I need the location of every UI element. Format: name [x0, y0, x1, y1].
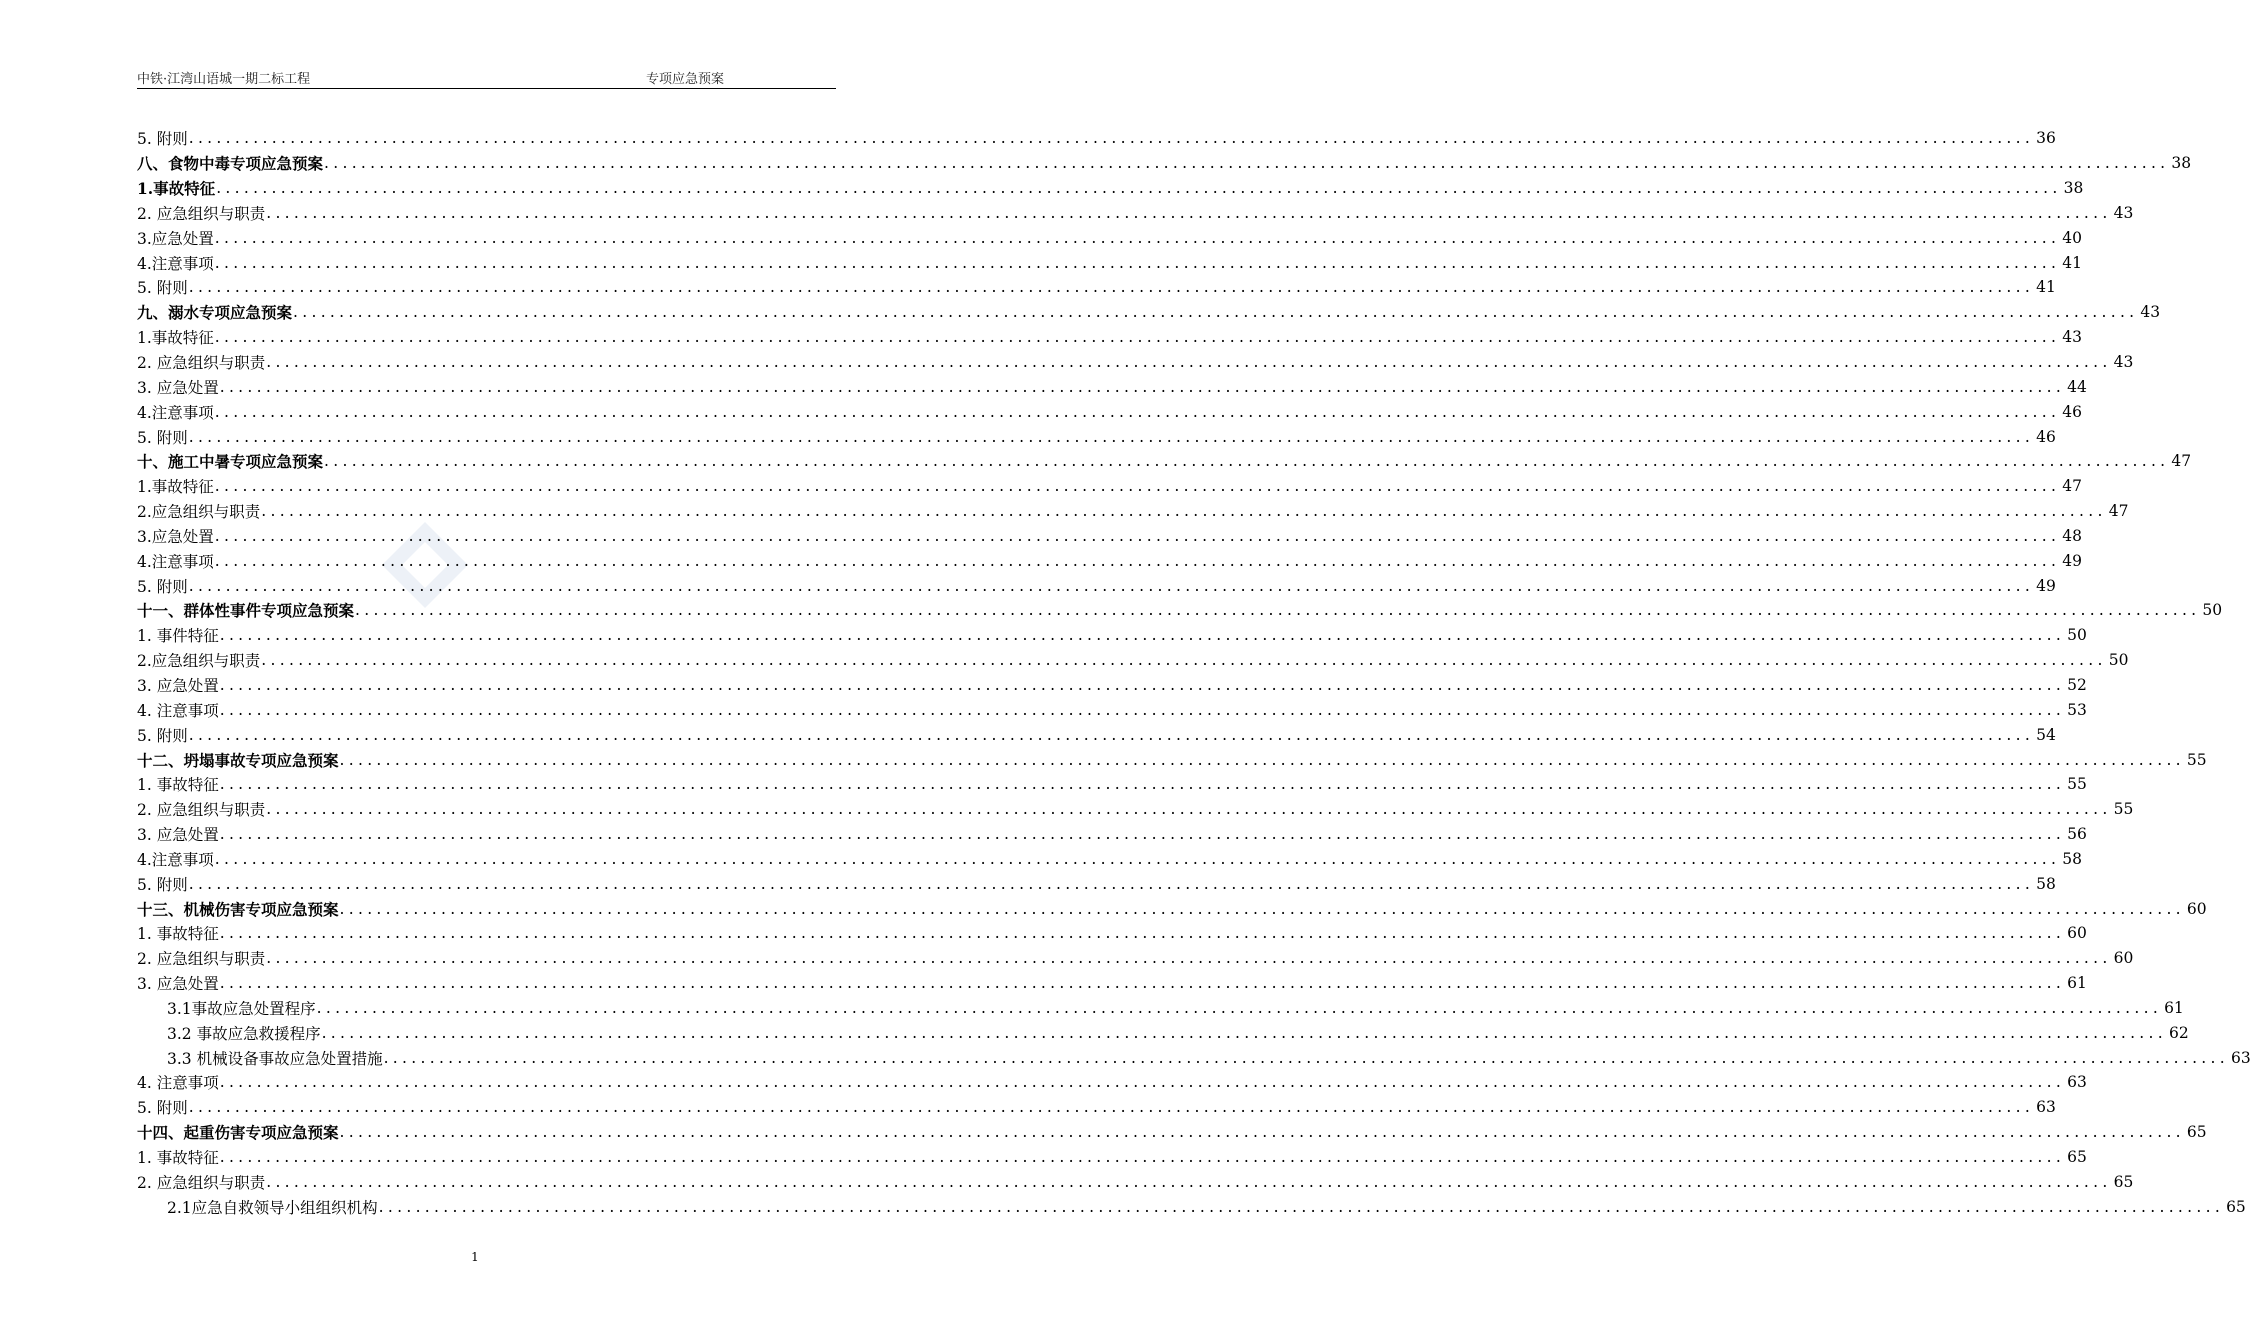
toc-entry-title: 3.3 机械设备事故应急处置措施 [167, 1049, 383, 1068]
toc-dot-leader: ........................................................................................................................................................................................................ [214, 526, 2061, 545]
toc-entry-page: 38 [2171, 154, 2192, 173]
toc-entry[interactable] [137, 573, 2056, 598]
toc-entry-page: 52 [2067, 675, 2087, 694]
toc-entry-title: 3.应急处置 [137, 527, 214, 546]
toc-dot-leader: ........................................................................................................................................................................................................ [188, 427, 2035, 446]
toc-entry-title: 十三、机械伤害专项应急预案 [137, 899, 339, 919]
toc-entry[interactable] [137, 946, 2134, 971]
toc-dot-leader: ........................................................................................................................................................................................................ [214, 477, 2061, 496]
toc-dot-leader: ........................................................................................................................................................................................................ [188, 725, 2035, 744]
toc-dot-leader: ........................................................................................................................................................................................................ [321, 1023, 2167, 1042]
toc-entry-title: 九、溺水专项应急预案 [137, 303, 293, 323]
toc-entry[interactable] [137, 126, 2056, 151]
toc-entry-title: 十四、起重伤害专项应急预案 [137, 1123, 339, 1143]
toc-entry-page: 40 [2062, 228, 2082, 247]
page-header [137, 64, 836, 89]
toc-entry[interactable] [137, 846, 2082, 871]
toc-entry-page: 58 [2062, 849, 2082, 868]
toc-dot-leader: ........................................................................................................................................................................................................ [219, 825, 2066, 844]
toc-entry-title: 3. 应急处置 [137, 676, 219, 695]
toc-entry[interactable] [137, 822, 2087, 847]
toc-entry[interactable] [137, 300, 2161, 325]
toc-entry-page: 55 [2113, 800, 2134, 819]
toc-entry[interactable] [137, 1194, 2246, 1219]
toc-dot-leader: ........................................................................................................................................................................................................ [266, 353, 2112, 372]
toc-entry-page: 55 [2186, 750, 2207, 769]
toc-entry[interactable] [137, 896, 2207, 921]
toc-entry-page: 36 [2036, 129, 2056, 148]
toc-entry[interactable] [137, 648, 2129, 673]
toc-dot-leader: ........................................................................................................................................................................................................ [219, 700, 2066, 719]
toc-entry-page: 63 [2036, 1098, 2056, 1117]
toc-entry[interactable] [137, 201, 2134, 226]
toc-entry-page: 60 [2067, 924, 2087, 943]
toc-entry-page: 50 [2202, 601, 2223, 620]
toc-entry-title: 3. 应急处置 [137, 975, 219, 994]
toc-dot-leader: ........................................................................................................................................................................................................ [188, 129, 2035, 148]
toc-entry-page: 46 [2062, 402, 2082, 421]
toc-entry[interactable] [137, 1169, 2134, 1194]
toc-dot-leader: ........................................................................................................................................................................................................ [261, 502, 2107, 521]
toc-entry-title: 2.应急组织与职责 [137, 652, 261, 671]
toc-entry[interactable] [137, 1020, 2189, 1045]
toc-entry-title: 3. 应急处置 [137, 826, 219, 845]
toc-entry-title: 5. 附则 [137, 130, 188, 149]
toc-dot-leader: ........................................................................................................................................................................................................ [293, 303, 2139, 322]
toc-entry-title: 十一、群体性事件专项应急预案 [137, 601, 355, 621]
toc-entry[interactable] [137, 548, 2082, 573]
toc-entry[interactable] [137, 1095, 2056, 1120]
toc-entry-page: 43 [2140, 303, 2161, 322]
toc-dot-leader: ........................................................................................................................................................................................................ [355, 601, 2201, 620]
toc-entry-title: 2.1应急自救领导小组组织机构 [167, 1198, 378, 1217]
toc-entry-page: 43 [2113, 353, 2134, 372]
toc-entry-page: 53 [2067, 700, 2087, 719]
toc-entry-page: 65 [2226, 1197, 2246, 1216]
toc-dot-leader: ........................................................................................................................................................................................................ [378, 1197, 2225, 1216]
toc-entry-page: 46 [2036, 427, 2056, 446]
toc-entry[interactable] [137, 499, 2129, 524]
toc-entry-title: 2.应急组织与职责 [137, 503, 261, 522]
toc-dot-leader: ........................................................................................................................................................................................................ [266, 949, 2112, 968]
table-of-contents [137, 126, 2251, 1219]
toc-dot-leader: ........................................................................................................................................................................................................ [324, 452, 2170, 471]
toc-entry-page: 41 [2036, 278, 2056, 297]
toc-dot-leader: ........................................................................................................................................................................................................ [214, 402, 2061, 421]
toc-dot-leader: ........................................................................................................................................................................................................ [188, 1098, 2035, 1117]
toc-entry-page: 47 [2108, 502, 2129, 521]
toc-entry-page: 43 [2062, 328, 2082, 347]
page-number: 1 [471, 1250, 479, 1264]
toc-entry-title: 4. 注意事项 [137, 1074, 219, 1093]
toc-entry[interactable] [137, 250, 2082, 275]
toc-entry[interactable] [137, 623, 2087, 648]
toc-entry-title: 1. 事故特征 [137, 925, 219, 944]
toc-dot-leader: ........................................................................................................................................................................................................ [219, 675, 2066, 694]
toc-entry-page: 65 [2113, 1172, 2134, 1191]
toc-entry-page: 58 [2036, 874, 2056, 893]
toc-entry[interactable] [137, 474, 2082, 499]
toc-dot-leader: ........................................................................................................................................................................................................ [339, 899, 2185, 918]
toc-dot-leader: ........................................................................................................................................................................................................ [219, 924, 2066, 943]
toc-dot-leader: ........................................................................................................................................................................................................ [219, 377, 2066, 396]
toc-entry[interactable] [137, 797, 2134, 822]
toc-dot-leader: ........................................................................................................................................................................................................ [219, 974, 2066, 993]
toc-entry-title: 5. 附则 [137, 1099, 188, 1118]
toc-entry[interactable] [137, 996, 2184, 1021]
toc-entry-title: 3.2 事故应急救援程序 [167, 1024, 321, 1043]
toc-entry-title: 1.事故特征 [137, 478, 214, 497]
toc-entry-page: 60 [2113, 949, 2134, 968]
toc-entry-title: 4.注意事项 [137, 403, 214, 422]
toc-dot-leader: ........................................................................................................................................................................................................ [324, 154, 2170, 173]
toc-entry-title: 4. 注意事项 [137, 701, 219, 720]
toc-entry[interactable] [137, 176, 2084, 201]
toc-entry-title: 1. 事故特征 [137, 1149, 219, 1168]
toc-entry-title: 5. 附则 [137, 726, 188, 745]
toc-entry-title: 2. 应急组织与职责 [137, 204, 266, 223]
toc-dot-leader: ........................................................................................................................................................................................................ [266, 800, 2112, 819]
toc-entry[interactable] [137, 399, 2082, 424]
toc-entry-page: 47 [2062, 477, 2082, 496]
toc-dot-leader: ........................................................................................................................................................................................................ [339, 750, 2185, 769]
toc-entry-page: 49 [2036, 576, 2056, 595]
toc-entry-title: 3.应急处置 [137, 229, 214, 248]
toc-entry[interactable] [137, 921, 2087, 946]
toc-entry-page: 43 [2113, 203, 2134, 222]
toc-entry-title: 2. 应急组织与职责 [137, 354, 266, 373]
toc-dot-leader: ........................................................................................................................................................................................................ [316, 998, 2163, 1017]
toc-dot-leader: ........................................................................................................................................................................................................ [214, 849, 2061, 868]
toc-dot-leader: ........................................................................................................................................................................................................ [214, 228, 2061, 247]
toc-entry-page: 61 [2067, 974, 2087, 993]
toc-entry-title: 4.注意事项 [137, 850, 214, 869]
toc-entry[interactable] [137, 350, 2134, 375]
toc-entry[interactable] [137, 673, 2087, 698]
toc-entry-title: 5. 附则 [137, 428, 188, 447]
toc-entry-page: 41 [2062, 253, 2082, 272]
toc-entry-title: 十、施工中暑专项应急预案 [137, 452, 324, 472]
toc-dot-leader: ........................................................................................................................................................................................................ [188, 874, 2035, 893]
toc-entry[interactable] [137, 225, 2082, 250]
toc-entry-page: 65 [2067, 1148, 2087, 1167]
toc-entry[interactable] [137, 1045, 2251, 1070]
toc-entry[interactable] [137, 524, 2082, 549]
toc-entry[interactable] [137, 772, 2087, 797]
toc-entry[interactable] [137, 1120, 2207, 1145]
toc-entry[interactable] [137, 424, 2056, 449]
toc-entry-title: 2. 应急组织与职责 [137, 1173, 266, 1192]
toc-dot-leader: ........................................................................................................................................................................................................ [219, 1073, 2066, 1092]
toc-entry-page: 48 [2062, 526, 2082, 545]
toc-entry-page: 54 [2036, 725, 2056, 744]
toc-entry[interactable] [137, 697, 2087, 722]
toc-dot-leader: ........................................................................................................................................................................................................ [214, 551, 2061, 570]
toc-entry-title: 1.事故特征 [137, 329, 214, 348]
toc-entry-page: 63 [2230, 1048, 2251, 1067]
toc-entry[interactable] [137, 598, 2223, 623]
toc-dot-leader: ........................................................................................................................................................................................................ [219, 1148, 2066, 1167]
toc-entry-title: 4.注意事项 [137, 254, 214, 273]
toc-entry[interactable] [137, 871, 2056, 896]
toc-entry-page: 63 [2067, 1073, 2087, 1092]
toc-entry-page: 60 [2186, 899, 2207, 918]
toc-entry-title: 1.事故特征 [137, 179, 216, 199]
toc-entry-page: 49 [2062, 551, 2082, 570]
toc-entry-title: 3. 应急处置 [137, 378, 219, 397]
toc-entry-page: 65 [2186, 1123, 2207, 1142]
toc-dot-leader: ........................................................................................................................................................................................................ [383, 1048, 2229, 1067]
toc-entry-page: 50 [2067, 626, 2087, 645]
toc-dot-leader: ........................................................................................................................................................................................................ [339, 1123, 2185, 1142]
toc-dot-leader: ........................................................................................................................................................................................................ [266, 203, 2112, 222]
toc-entry[interactable] [137, 151, 2192, 176]
toc-dot-leader: ........................................................................................................................................................................................................ [219, 775, 2066, 794]
header-project-name: 中铁·江湾山语城一期二标工程 [137, 72, 311, 87]
toc-entry-title: 十二、坍塌事故专项应急预案 [137, 750, 339, 770]
toc-entry[interactable] [137, 1070, 2087, 1095]
toc-entry-title: 2. 应急组织与职责 [137, 801, 266, 820]
toc-entry[interactable] [137, 275, 2056, 300]
toc-entry-title: 5. 附则 [137, 577, 188, 596]
toc-entry-title: 3.1事故应急处置程序 [167, 999, 316, 1018]
toc-entry-title: 5. 附则 [137, 875, 188, 894]
toc-dot-leader: ........................................................................................................................................................................................................ [188, 278, 2035, 297]
header-document-title: 专项应急预案 [646, 72, 725, 87]
toc-entry-title: 1. 事件特征 [137, 627, 219, 646]
toc-entry-page: 47 [2171, 452, 2192, 471]
toc-entry-title: 4.注意事项 [137, 552, 214, 571]
toc-entry-page: 56 [2067, 825, 2087, 844]
toc-dot-leader: ........................................................................................................................................................................................................ [214, 328, 2061, 347]
toc-entry-title: 八、食物中毒专项应急预案 [137, 154, 324, 174]
toc-entry[interactable] [137, 722, 2056, 747]
toc-entry[interactable] [137, 449, 2192, 474]
toc-dot-leader: ........................................................................................................................................................................................................ [261, 651, 2107, 670]
toc-entry[interactable] [137, 374, 2087, 399]
toc-entry[interactable] [137, 325, 2082, 350]
toc-entry-title: 5. 附则 [137, 279, 188, 298]
toc-entry-page: 38 [2063, 179, 2084, 198]
toc-entry-page: 55 [2067, 775, 2087, 794]
toc-entry[interactable] [137, 747, 2207, 772]
toc-entry[interactable] [137, 1145, 2087, 1170]
toc-entry-title: 2. 应急组织与职责 [137, 950, 266, 969]
toc-entry-page: 61 [2164, 998, 2184, 1017]
toc-dot-leader: ........................................................................................................................................................................................................ [216, 179, 2062, 198]
toc-dot-leader: ........................................................................................................................................................................................................ [266, 1172, 2112, 1191]
toc-entry-page: 50 [2108, 651, 2129, 670]
toc-entry-title: 1. 事故特征 [137, 776, 219, 795]
toc-entry[interactable] [137, 971, 2087, 996]
toc-entry-page: 62 [2168, 1023, 2189, 1042]
toc-dot-leader: ........................................................................................................................................................................................................ [219, 626, 2066, 645]
toc-dot-leader: ........................................................................................................................................................................................................ [188, 576, 2035, 595]
toc-dot-leader: ........................................................................................................................................................................................................ [214, 253, 2061, 272]
toc-entry-page: 44 [2067, 377, 2087, 396]
